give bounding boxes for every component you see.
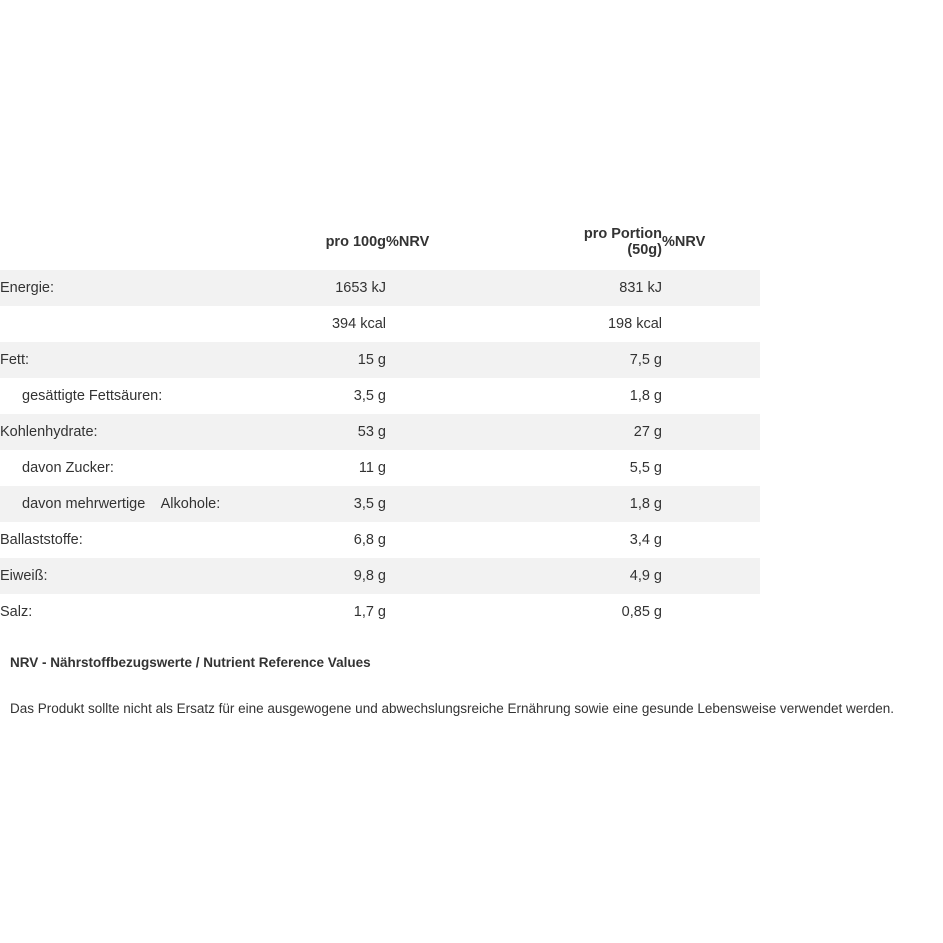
row-label: Salz: — [0, 594, 300, 630]
row-nrv-per-portion — [662, 342, 760, 378]
row-value-per-portion: 27 g — [546, 414, 662, 450]
table-header — [0, 226, 760, 270]
row-value-per-100g: 15 g — [300, 342, 386, 378]
table-header-row — [0, 226, 760, 270]
row-value-per-portion: 1,8 g — [546, 486, 662, 522]
row-label: davon mehrwertige Alkohole: — [0, 486, 300, 522]
row-nrv-per-portion — [662, 522, 760, 558]
row-value-per-100g: 1,7 g — [300, 594, 386, 630]
row-nrv-per-portion — [662, 594, 760, 630]
row-nrv-per-portion — [662, 558, 760, 594]
row-nrv-per-portion — [662, 450, 760, 486]
row-label: Fett: — [0, 342, 300, 378]
table-row — [0, 414, 760, 450]
row-nrv-per-100g — [386, 522, 546, 558]
row-value-per-100g: 3,5 g — [300, 378, 386, 414]
column-header-nrv-portion: %NRV — [662, 234, 706, 250]
column-header-per-portion: pro Portion (50g) — [583, 226, 662, 258]
table-row — [0, 306, 760, 342]
table-row — [0, 450, 760, 486]
row-value-per-100g: 394 kcal — [300, 306, 386, 342]
row-nrv-per-100g — [386, 594, 546, 630]
table-row — [0, 270, 760, 306]
row-value-per-portion: 3,4 g — [546, 522, 662, 558]
row-value-per-100g: 3,5 g — [300, 486, 386, 522]
row-value-per-portion: 4,9 g — [546, 558, 662, 594]
table-row — [0, 522, 760, 558]
row-value-per-100g: 53 g — [300, 414, 386, 450]
table-row — [0, 378, 760, 414]
row-nrv-per-portion — [662, 306, 760, 342]
row-value-per-portion: 198 kcal — [546, 306, 662, 342]
table-row — [0, 594, 760, 630]
row-value-per-portion: 7,5 g — [546, 342, 662, 378]
row-value-per-100g: 11 g — [300, 450, 386, 486]
nutrition-table — [0, 226, 760, 630]
row-value-per-portion: 1,8 g — [546, 378, 662, 414]
row-value-per-100g: 6,8 g — [300, 522, 386, 558]
nrv-legend: NRV - Nährstoffbezugswerte / Nutrient Reference Values — [10, 655, 371, 670]
row-value-per-portion: 831 kJ — [546, 270, 662, 306]
row-nrv-per-100g — [386, 450, 546, 486]
row-label: Kohlenhydrate: — [0, 414, 300, 450]
nutrition-table-block — [0, 226, 943, 630]
row-value-per-100g: 9,8 g — [300, 558, 386, 594]
row-nrv-per-100g — [386, 378, 546, 414]
row-label: Ballaststoffe: — [0, 522, 300, 558]
column-header-per-100g: pro 100g — [325, 234, 386, 250]
row-value-per-100g: 1653 kJ — [300, 270, 386, 306]
row-nrv-per-portion — [662, 270, 760, 306]
row-label: Eiweiß: — [0, 558, 300, 594]
row-nrv-per-portion — [662, 486, 760, 522]
table-row — [0, 558, 760, 594]
column-header-label — [0, 226, 300, 270]
table-row — [0, 342, 760, 378]
row-nrv-per-portion — [662, 414, 760, 450]
table-row — [0, 486, 760, 522]
row-label — [0, 306, 300, 342]
row-nrv-per-100g — [386, 414, 546, 450]
table-body — [0, 270, 760, 630]
row-label: Energie: — [0, 270, 300, 306]
row-label: davon Zucker: — [0, 450, 300, 486]
column-header-nrv-100g: %NRV — [386, 234, 430, 250]
row-label: gesättigte Fettsäuren: — [0, 378, 300, 414]
row-nrv-per-100g — [386, 270, 546, 306]
disclaimer-text: Das Produkt sollte nicht als Ersatz für eine ausgewogene und abwechslungsreiche Ernährung sowie eine gesunde Lebensweise verwendet werden. — [10, 701, 895, 716]
row-value-per-portion: 0,85 g — [546, 594, 662, 630]
row-value-per-portion: 5,5 g — [546, 450, 662, 486]
row-nrv-per-100g — [386, 306, 546, 342]
row-nrv-per-portion — [662, 378, 760, 414]
row-nrv-per-100g — [386, 558, 546, 594]
row-nrv-per-100g — [386, 342, 546, 378]
row-nrv-per-100g — [386, 486, 546, 522]
